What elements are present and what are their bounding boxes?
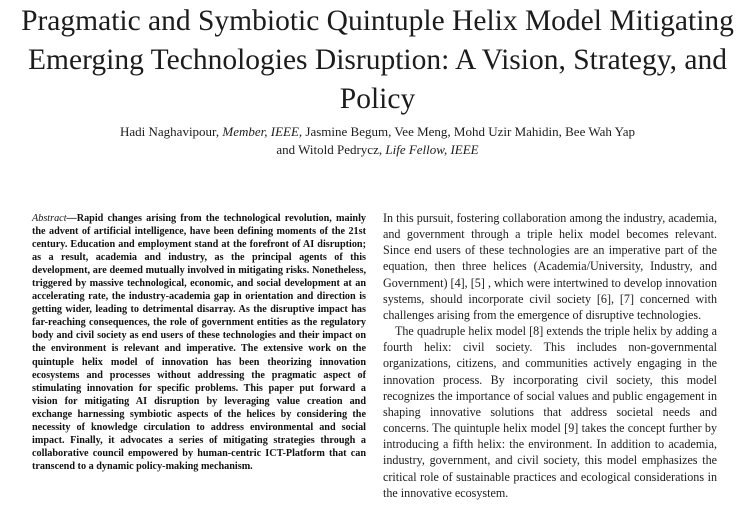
body-paragraph-2: The quadruple helix model [8] extends the triple helix by adding a fourth helix: civil society. This includes non-governmental organizations, citizens, and communities actively engaging in the innovation process. By incorporating civil society, this model recognizes the importance of social values and public engagement in shaping innovative solutions that address societal needs and concerns. The quintuple helix model [9] takes the concept further by introducing a fifth helix: the environment. In addition to academia, industry, government, and civil society, this model emphasizes the critical role of sustainable practices and ecological considerations in the innovative ecosystem. — [383, 324, 717, 500]
author-names-a: Hadi Naghavipour, — [120, 124, 220, 139]
author-block — [0, 123, 755, 158]
author-names-c: and Witold Pedrycz, — [276, 141, 383, 157]
author-names-b: Jasmine Begum, Vee Meng, Mohd Uzir Mahidin, Bee Wah Yap — [305, 124, 635, 139]
author-line-2 — [0, 141, 755, 159]
author-affiliation-c: Life Fellow, IEEE — [385, 141, 479, 157]
author-affiliation-a: Member, IEEE, — [222, 124, 303, 139]
paper-title: Pragmatic and Symbiotic Quintuple Helix Model Mitigating Emerging Technologies Disruption: A Vision, Strategy, and Policy — [21, 5, 734, 115]
abstract-label: Abstract — [32, 213, 67, 224]
body-paragraph-1: In this pursuit, fostering collaboration among the industry, academia, and government through a triple helix model becomes relevant. Since end users of these technologies are an imperative part of the equation, then three helices (Academia/University, Industry, and Government) [4], [5] , which were intertwined to develop innovation systems, should incorporate civil society [6], [7] concerned with challenges arising from the emergence of disruptive technologies. — [383, 211, 717, 322]
body-column-right — [383, 210, 717, 501]
abstract-text: —Rapid changes arising from the technological revolution, mainly the advent of artificial intelligence, have been defining moments of the 21st century. Education and employment stand at the forefront of AI disruption; as a result, academia and industry, as the principal agents of this development, are deemed mutually involved in mitigating risks. Nonetheless, triggered by massive technological, economic, and social development at an accelerating rate, the industry-academia gap in orientation and direction is getting wider, leading to detrimental disarray. As the disruptive impact has far-reaching consequences, the role of government entities as the regulatory body and civil society as end users of these technologies and their impact on the environment is relevant and imperative. The extensive work on the quintuple helix model of innovation has been theorizing innovation ecosystems and processes without addressing the pragmatic aspect of stimulating innovation for specific problems. This paper put forward a vision for mitigating AI disruption by leveraging value creation and exchange harnessing symbiotic aspects of the helices by considering the necessity of knowledge circulation to address environmental and social impact. Finally, it advocates a series of mitigating strategies through a collaborative council empowered by human-centric ICT-Platform that can transcend to a dynamic policy-making mechanism. — [32, 213, 366, 472]
abstract — [32, 212, 366, 473]
author-line-1 — [0, 123, 755, 141]
